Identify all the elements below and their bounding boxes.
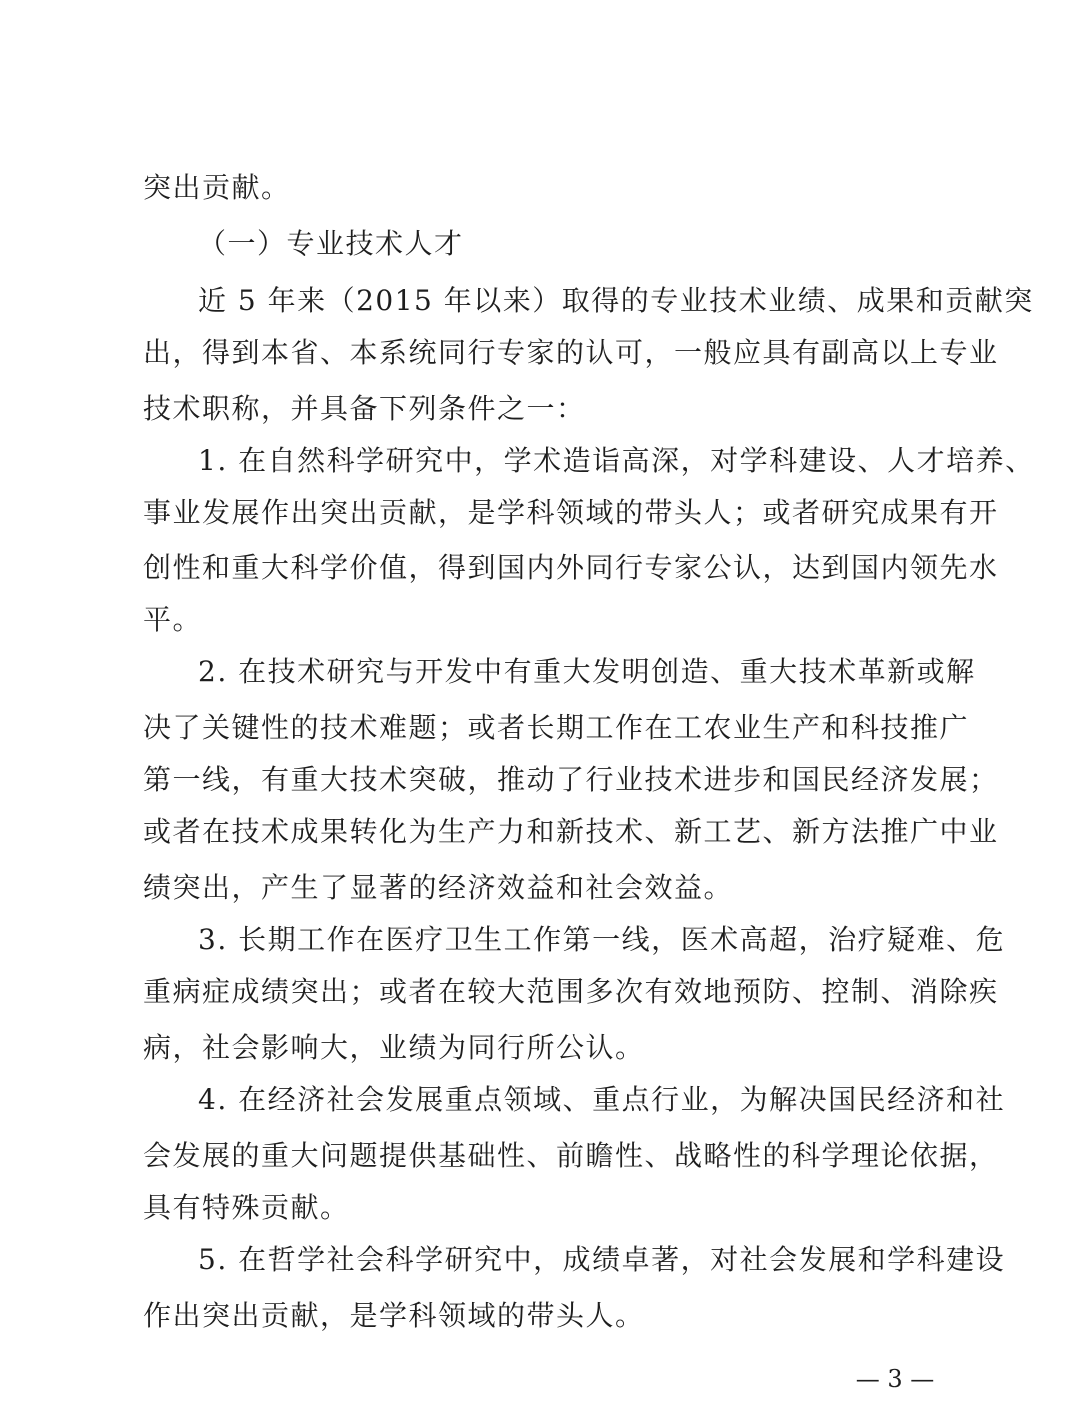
item-2-line-2: 决了关键性的技术难题；或者长期工作在工农业生产和科技推广 [143, 711, 970, 744]
text-line-4: 出，得到本省、本系统同行专家的认可，一般应具有副高以上专业 [143, 336, 999, 369]
item-3-line-3: 病，社会影响大，业绩为同行所公认。 [143, 1031, 645, 1064]
text-line-5: 技术职称，并具备下列条件之一： [143, 392, 586, 425]
item-5-line-2: 作出突出贡献，是学科领域的带头人。 [143, 1299, 645, 1332]
item-5-line-1: 5. 在哲学社会科学研究中，成绩卓著，对社会发展和学科建设 [198, 1243, 1006, 1276]
item-1-line-4: 平。 [143, 603, 203, 636]
text-line-3: 近 5 年来（2015 年以来）取得的专业技术业绩、成果和贡献突 [198, 284, 1034, 317]
item-1-line-2: 事业发展作出突出贡献，是学科领域的带头人；或者研究成果有开 [143, 496, 999, 529]
item-3-line-1: 3. 长期工作在医疗卫生工作第一线，医术高超，治疗疑难、危 [198, 923, 1006, 956]
item-2-line-4: 或者在技术成果转化为生产力和新技术、新工艺、新方法推广中业 [143, 815, 999, 848]
item-3-line-2: 重病症成绩突出；或者在较大范围多次有效地预防、控制、消除疾 [143, 975, 999, 1008]
page-number: — 3 — [855, 1365, 935, 1393]
item-4-line-2: 会发展的重大问题提供基础性、前瞻性、战略性的科学理论依据， [143, 1139, 999, 1172]
item-2-line-1: 2. 在技术研究与开发中有重大发明创造、重大技术革新或解 [198, 655, 976, 688]
item-4-line-1: 4. 在经济社会发展重点领域、重点行业，为解决国民经济和社 [198, 1083, 1006, 1116]
text-line-1: 突出贡献。 [143, 171, 291, 204]
item-2-line-3: 第一线，有重大技术突破，推动了行业技术进步和国民经济发展； [143, 763, 999, 796]
item-2-line-5: 绩突出，产生了显著的经济效益和社会效益。 [143, 871, 734, 904]
section-heading: （一）专业技术人才 [198, 227, 464, 260]
item-1-line-3: 创性和重大科学价值，得到国内外同行专家公认，达到国内领先水 [143, 551, 999, 584]
item-1-line-1: 1. 在自然科学研究中，学术造诣高深，对学科建设、人才培养、 [198, 444, 1035, 477]
item-4-line-3: 具有特殊贡献。 [143, 1191, 350, 1224]
